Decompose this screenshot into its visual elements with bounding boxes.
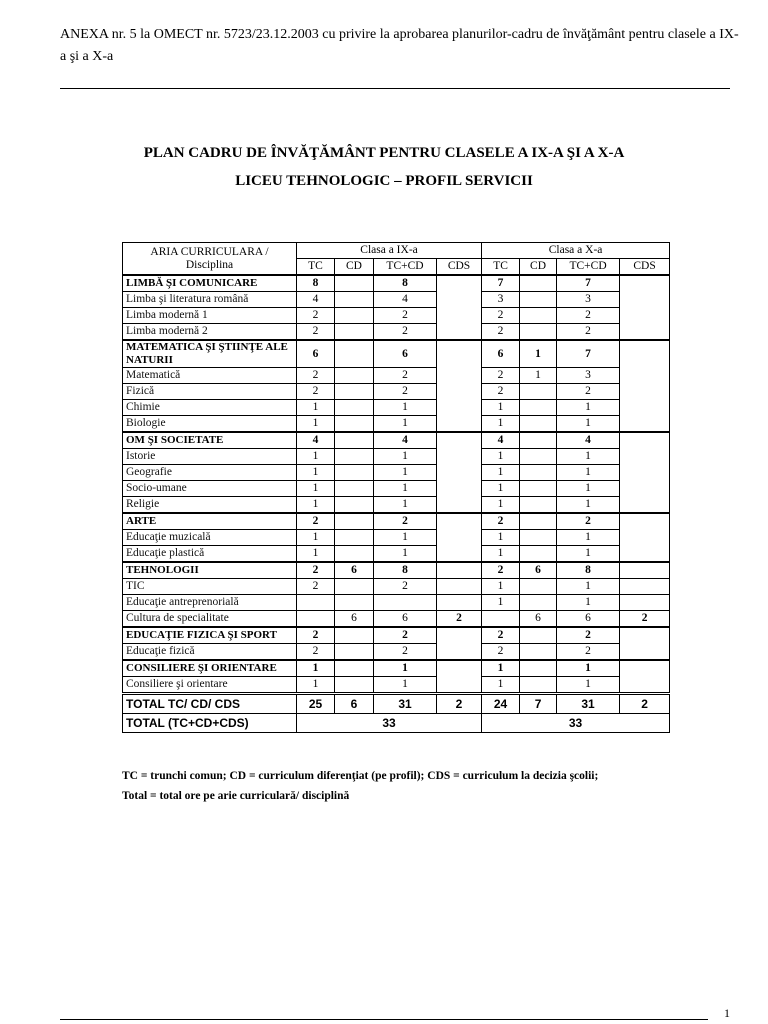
cell-cds	[437, 340, 482, 432]
cell-value	[335, 660, 374, 677]
discipline-row	[123, 465, 670, 481]
cell-value: 2	[297, 324, 335, 341]
section-row	[123, 340, 670, 368]
discipline-name: Chimie	[123, 400, 297, 416]
cell-value: 1	[557, 660, 620, 677]
cell-cds	[620, 660, 670, 694]
cell-value: 1	[374, 416, 437, 433]
cell-value: 3	[557, 292, 620, 308]
cell-value: 1	[297, 546, 335, 563]
cell-value: 1	[374, 449, 437, 465]
cell-cds	[437, 275, 482, 340]
legend	[122, 766, 722, 806]
discipline-name: Limba şi literatura română	[123, 292, 297, 308]
cell-value	[520, 546, 557, 563]
cell-value: 2	[374, 384, 437, 400]
col-cds: CDS	[437, 259, 482, 276]
cell-value	[520, 579, 557, 595]
total-value: 2	[620, 694, 670, 714]
cell-value	[335, 324, 374, 341]
discipline-row	[123, 546, 670, 563]
cell-value: 1	[482, 449, 520, 465]
cell-value: 7	[482, 275, 520, 292]
section-row	[123, 432, 670, 449]
discipline-row	[123, 416, 670, 433]
cell-value: 6	[482, 340, 520, 368]
cell-value: 2	[297, 579, 335, 595]
cell-value: 1	[374, 660, 437, 677]
cell-value	[520, 677, 557, 694]
cell-value: 6	[335, 562, 374, 579]
cell-value	[335, 400, 374, 416]
cell-value	[335, 481, 374, 497]
cell-cds	[437, 513, 482, 562]
cell-value: 2	[482, 562, 520, 579]
col-cd: CD	[520, 259, 557, 276]
cell-value: 2	[482, 324, 520, 341]
cell-value: 2	[297, 513, 335, 530]
total-label: TOTAL TC/ CD/ CDS	[123, 694, 297, 714]
discipline-name: Consiliere şi orientare	[123, 677, 297, 694]
cell-value: 6	[374, 340, 437, 368]
cell-value: 1	[482, 530, 520, 546]
cell-value: 1	[557, 400, 620, 416]
cell-cds	[437, 562, 482, 579]
cell-value: 2	[557, 308, 620, 324]
discipline-name: Educaţie plastică	[123, 546, 297, 563]
discipline-name: Cultura de specialitate	[123, 611, 297, 628]
discipline-name: Limba modernă 1	[123, 308, 297, 324]
cell-value: 2	[374, 513, 437, 530]
cell-value	[520, 513, 557, 530]
cell-value: 1	[297, 497, 335, 514]
cell-value	[297, 611, 335, 628]
section-row	[123, 275, 670, 292]
cell-value	[335, 340, 374, 368]
plan-title: PLAN CADRU DE ÎNVĂŢĂMÂNT PENTRU CLASELE A IX-A ŞI A X-A	[143, 145, 625, 161]
cell-value: 2	[374, 644, 437, 661]
cell-value	[374, 595, 437, 611]
cell-value: 1	[297, 660, 335, 677]
cell-value: 1	[374, 677, 437, 694]
cell-value: 1	[297, 465, 335, 481]
cell-value: 4	[482, 432, 520, 449]
cell-value	[335, 416, 374, 433]
cell-value: 6	[297, 340, 335, 368]
cell-value: 8	[297, 275, 335, 292]
cell-value: 6	[520, 562, 557, 579]
discipline-name: Educaţie fizică	[123, 644, 297, 661]
total-value: 31	[374, 694, 437, 714]
total-value: 25	[297, 694, 335, 714]
section-name: EDUCAŢIE FIZICA ŞI SPORT	[123, 627, 297, 644]
total-value: 31	[557, 694, 620, 714]
col-tc-cd: TC+CD	[374, 259, 437, 276]
cell-value	[335, 677, 374, 694]
cell-value	[335, 308, 374, 324]
cell-value: 1	[374, 497, 437, 514]
col-cd: CD	[335, 259, 374, 276]
plan-subtitle: LICEU TEHNOLOGIC – PROFIL SERVICII	[235, 173, 533, 189]
cell-value: 2	[482, 368, 520, 384]
section-row	[123, 627, 670, 644]
cell-value: 1	[297, 416, 335, 433]
cell-value	[520, 275, 557, 292]
page-number: 1	[724, 1006, 730, 1020]
cell-value: 4	[297, 292, 335, 308]
col-tc: TC	[297, 259, 335, 276]
total-value: 2	[437, 694, 482, 714]
discipline-name: Biologie	[123, 416, 297, 433]
cell-value	[520, 465, 557, 481]
section-row	[123, 660, 670, 677]
discipline-row	[123, 449, 670, 465]
col-tc-cd: TC+CD	[557, 259, 620, 276]
cell-value	[335, 497, 374, 514]
cell-value: 8	[557, 562, 620, 579]
cell-value: 1	[297, 449, 335, 465]
cell-value: 1	[482, 595, 520, 611]
cell-value	[335, 275, 374, 292]
discipline-name: Socio-umane	[123, 481, 297, 497]
section-name: TEHNOLOGII	[123, 562, 297, 579]
cell-value	[520, 481, 557, 497]
cell-value	[520, 400, 557, 416]
cell-value	[520, 644, 557, 661]
cell-value: 1	[557, 546, 620, 563]
cell-value	[520, 324, 557, 341]
total-value: 6	[335, 694, 374, 714]
discipline-row	[123, 579, 670, 595]
cell-value: 1	[482, 465, 520, 481]
grand-total-value: 33	[482, 714, 670, 733]
header-area-discipline: ARIA CURRICULARA / Disciplina	[123, 243, 297, 276]
cell-value	[520, 292, 557, 308]
cell-value	[335, 368, 374, 384]
cell-value: 1	[557, 497, 620, 514]
cell-value: 2	[482, 627, 520, 644]
cell-value: 6	[520, 611, 557, 628]
discipline-row	[123, 368, 670, 384]
cell-value: 2	[374, 627, 437, 644]
discipline-name: Fizică	[123, 384, 297, 400]
cell-value: 2	[374, 579, 437, 595]
discipline-row	[123, 677, 670, 694]
cell-cds	[620, 340, 670, 432]
cell-value: 1	[374, 481, 437, 497]
discipline-row	[123, 384, 670, 400]
cell-value: 8	[374, 275, 437, 292]
cell-value: 1	[557, 449, 620, 465]
grand-total-value: 33	[297, 714, 482, 733]
discipline-row	[123, 292, 670, 308]
cell-cds	[620, 595, 670, 611]
discipline-row	[123, 644, 670, 661]
cell-value	[335, 644, 374, 661]
discipline-name: Istorie	[123, 449, 297, 465]
grand-total-row	[123, 714, 670, 733]
cell-value	[335, 449, 374, 465]
cell-cds: 2	[620, 611, 670, 628]
footer-rule	[60, 1019, 708, 1020]
section-name: LIMBĂ ŞI COMUNICARE	[123, 275, 297, 292]
cell-value: 2	[557, 644, 620, 661]
cell-value	[520, 432, 557, 449]
cell-value: 7	[557, 340, 620, 368]
cell-value	[520, 308, 557, 324]
discipline-row	[123, 611, 670, 628]
cell-cds	[437, 432, 482, 513]
section-name: ARTE	[123, 513, 297, 530]
cell-cds	[620, 513, 670, 562]
cell-value: 2	[374, 368, 437, 384]
discipline-row	[123, 481, 670, 497]
cell-value: 2	[557, 627, 620, 644]
cell-value	[335, 513, 374, 530]
header-class-ix: Clasa a IX-a	[297, 243, 482, 259]
section-name: MATEMATICA ŞI ŞTIINŢE ALE NATURII	[123, 340, 297, 368]
cell-value	[335, 465, 374, 481]
discipline-name: TIC	[123, 579, 297, 595]
cell-value: 2	[297, 627, 335, 644]
cell-value: 2	[297, 644, 335, 661]
discipline-row	[123, 308, 670, 324]
discipline-row	[123, 595, 670, 611]
cell-value: 2	[557, 384, 620, 400]
cell-value: 1	[297, 677, 335, 694]
header-class-x: Clasa a X-a	[482, 243, 670, 259]
cell-value: 1	[374, 546, 437, 563]
discipline-name: Matematică	[123, 368, 297, 384]
cell-value: 1	[557, 530, 620, 546]
cell-value	[335, 292, 374, 308]
cell-value	[335, 384, 374, 400]
discipline-row	[123, 497, 670, 514]
cell-value: 1	[482, 546, 520, 563]
grand-total-label: TOTAL (TC+CD+CDS)	[123, 714, 297, 733]
total-row	[123, 694, 670, 714]
cell-value: 1	[297, 530, 335, 546]
cell-cds	[620, 562, 670, 579]
cell-value: 1	[482, 497, 520, 514]
cell-value: 1	[482, 400, 520, 416]
cell-value	[520, 530, 557, 546]
cell-value: 1	[520, 368, 557, 384]
cell-value: 2	[482, 308, 520, 324]
cell-value: 1	[557, 481, 620, 497]
cell-value: 7	[557, 275, 620, 292]
cell-value: 1	[557, 677, 620, 694]
cell-value	[520, 660, 557, 677]
discipline-row	[123, 400, 670, 416]
discipline-row	[123, 530, 670, 546]
cell-value: 4	[557, 432, 620, 449]
discipline-name: Religie	[123, 497, 297, 514]
cell-value	[520, 449, 557, 465]
cell-value	[520, 627, 557, 644]
cell-cds	[437, 660, 482, 694]
discipline-name: Educaţie antreprenorială	[123, 595, 297, 611]
cell-value	[335, 595, 374, 611]
cell-value: 2	[374, 308, 437, 324]
cell-value: 1	[557, 465, 620, 481]
cell-value: 3	[557, 368, 620, 384]
cell-value: 1	[520, 340, 557, 368]
cell-value: 6	[335, 611, 374, 628]
cell-cds	[620, 432, 670, 513]
section-name: OM ŞI SOCIETATE	[123, 432, 297, 449]
cell-value	[297, 595, 335, 611]
cell-cds	[437, 627, 482, 660]
cell-value: 2	[297, 562, 335, 579]
section-row	[123, 562, 670, 579]
cell-value: 3	[482, 292, 520, 308]
cell-value: 2	[482, 513, 520, 530]
cell-value	[335, 530, 374, 546]
cell-value	[482, 611, 520, 628]
cell-value: 1	[374, 530, 437, 546]
cell-value: 1	[557, 416, 620, 433]
cell-cds	[437, 579, 482, 595]
cell-value: 2	[374, 324, 437, 341]
legend-line: Total = total ore pe arie curriculară/ disciplină	[122, 790, 350, 802]
discipline-name: Educaţie muzicală	[123, 530, 297, 546]
cell-value: 8	[374, 562, 437, 579]
cell-value: 1	[482, 416, 520, 433]
cell-value: 1	[297, 481, 335, 497]
cell-value: 2	[482, 644, 520, 661]
cell-cds: 2	[437, 611, 482, 628]
cell-value	[335, 579, 374, 595]
cell-value: 1	[482, 481, 520, 497]
cell-value: 2	[297, 384, 335, 400]
cell-value: 4	[374, 292, 437, 308]
cell-value: 2	[557, 324, 620, 341]
curriculum-table	[122, 242, 670, 733]
cell-value: 2	[482, 384, 520, 400]
cell-value	[520, 384, 557, 400]
cell-cds	[620, 627, 670, 660]
col-cds: CDS	[620, 259, 670, 276]
cell-value: 2	[297, 308, 335, 324]
cell-value: 1	[482, 660, 520, 677]
cell-value	[520, 595, 557, 611]
cell-value: 1	[297, 400, 335, 416]
cell-value	[335, 546, 374, 563]
cell-cds	[620, 579, 670, 595]
cell-value	[520, 497, 557, 514]
cell-cds	[437, 595, 482, 611]
section-name: CONSILIERE ŞI ORIENTARE	[123, 660, 297, 677]
cell-value	[335, 627, 374, 644]
cell-value: 1	[557, 595, 620, 611]
col-tc: TC	[482, 259, 520, 276]
section-row	[123, 513, 670, 530]
cell-value: 1	[374, 400, 437, 416]
cell-cds	[620, 275, 670, 340]
total-value: 24	[482, 694, 520, 714]
cell-value: 6	[557, 611, 620, 628]
cell-value: 6	[374, 611, 437, 628]
cell-value: 1	[557, 579, 620, 595]
cell-value: 4	[297, 432, 335, 449]
cell-value: 1	[374, 465, 437, 481]
cell-value	[335, 432, 374, 449]
cell-value: 1	[482, 677, 520, 694]
cell-value: 2	[557, 513, 620, 530]
cell-value: 2	[297, 368, 335, 384]
discipline-row	[123, 324, 670, 341]
cell-value: 1	[482, 579, 520, 595]
header-rule	[60, 88, 730, 89]
total-value: 7	[520, 694, 557, 714]
cell-value: 4	[374, 432, 437, 449]
cell-value	[520, 416, 557, 433]
discipline-name: Limba modernă 2	[123, 324, 297, 341]
discipline-name: Geografie	[123, 465, 297, 481]
legend-line: TC = trunchi comun; CD = curriculum diferenţiat (pe profil); CDS = curriculum la decizia şcolii;	[122, 770, 599, 782]
annex-header: ANEXA nr. 5 la OMECT nr. 5723/23.12.2003 cu privire la aprobarea planurilor-cadru de învăţământ pentru clasele a IX-a şi a X-a	[60, 27, 739, 64]
